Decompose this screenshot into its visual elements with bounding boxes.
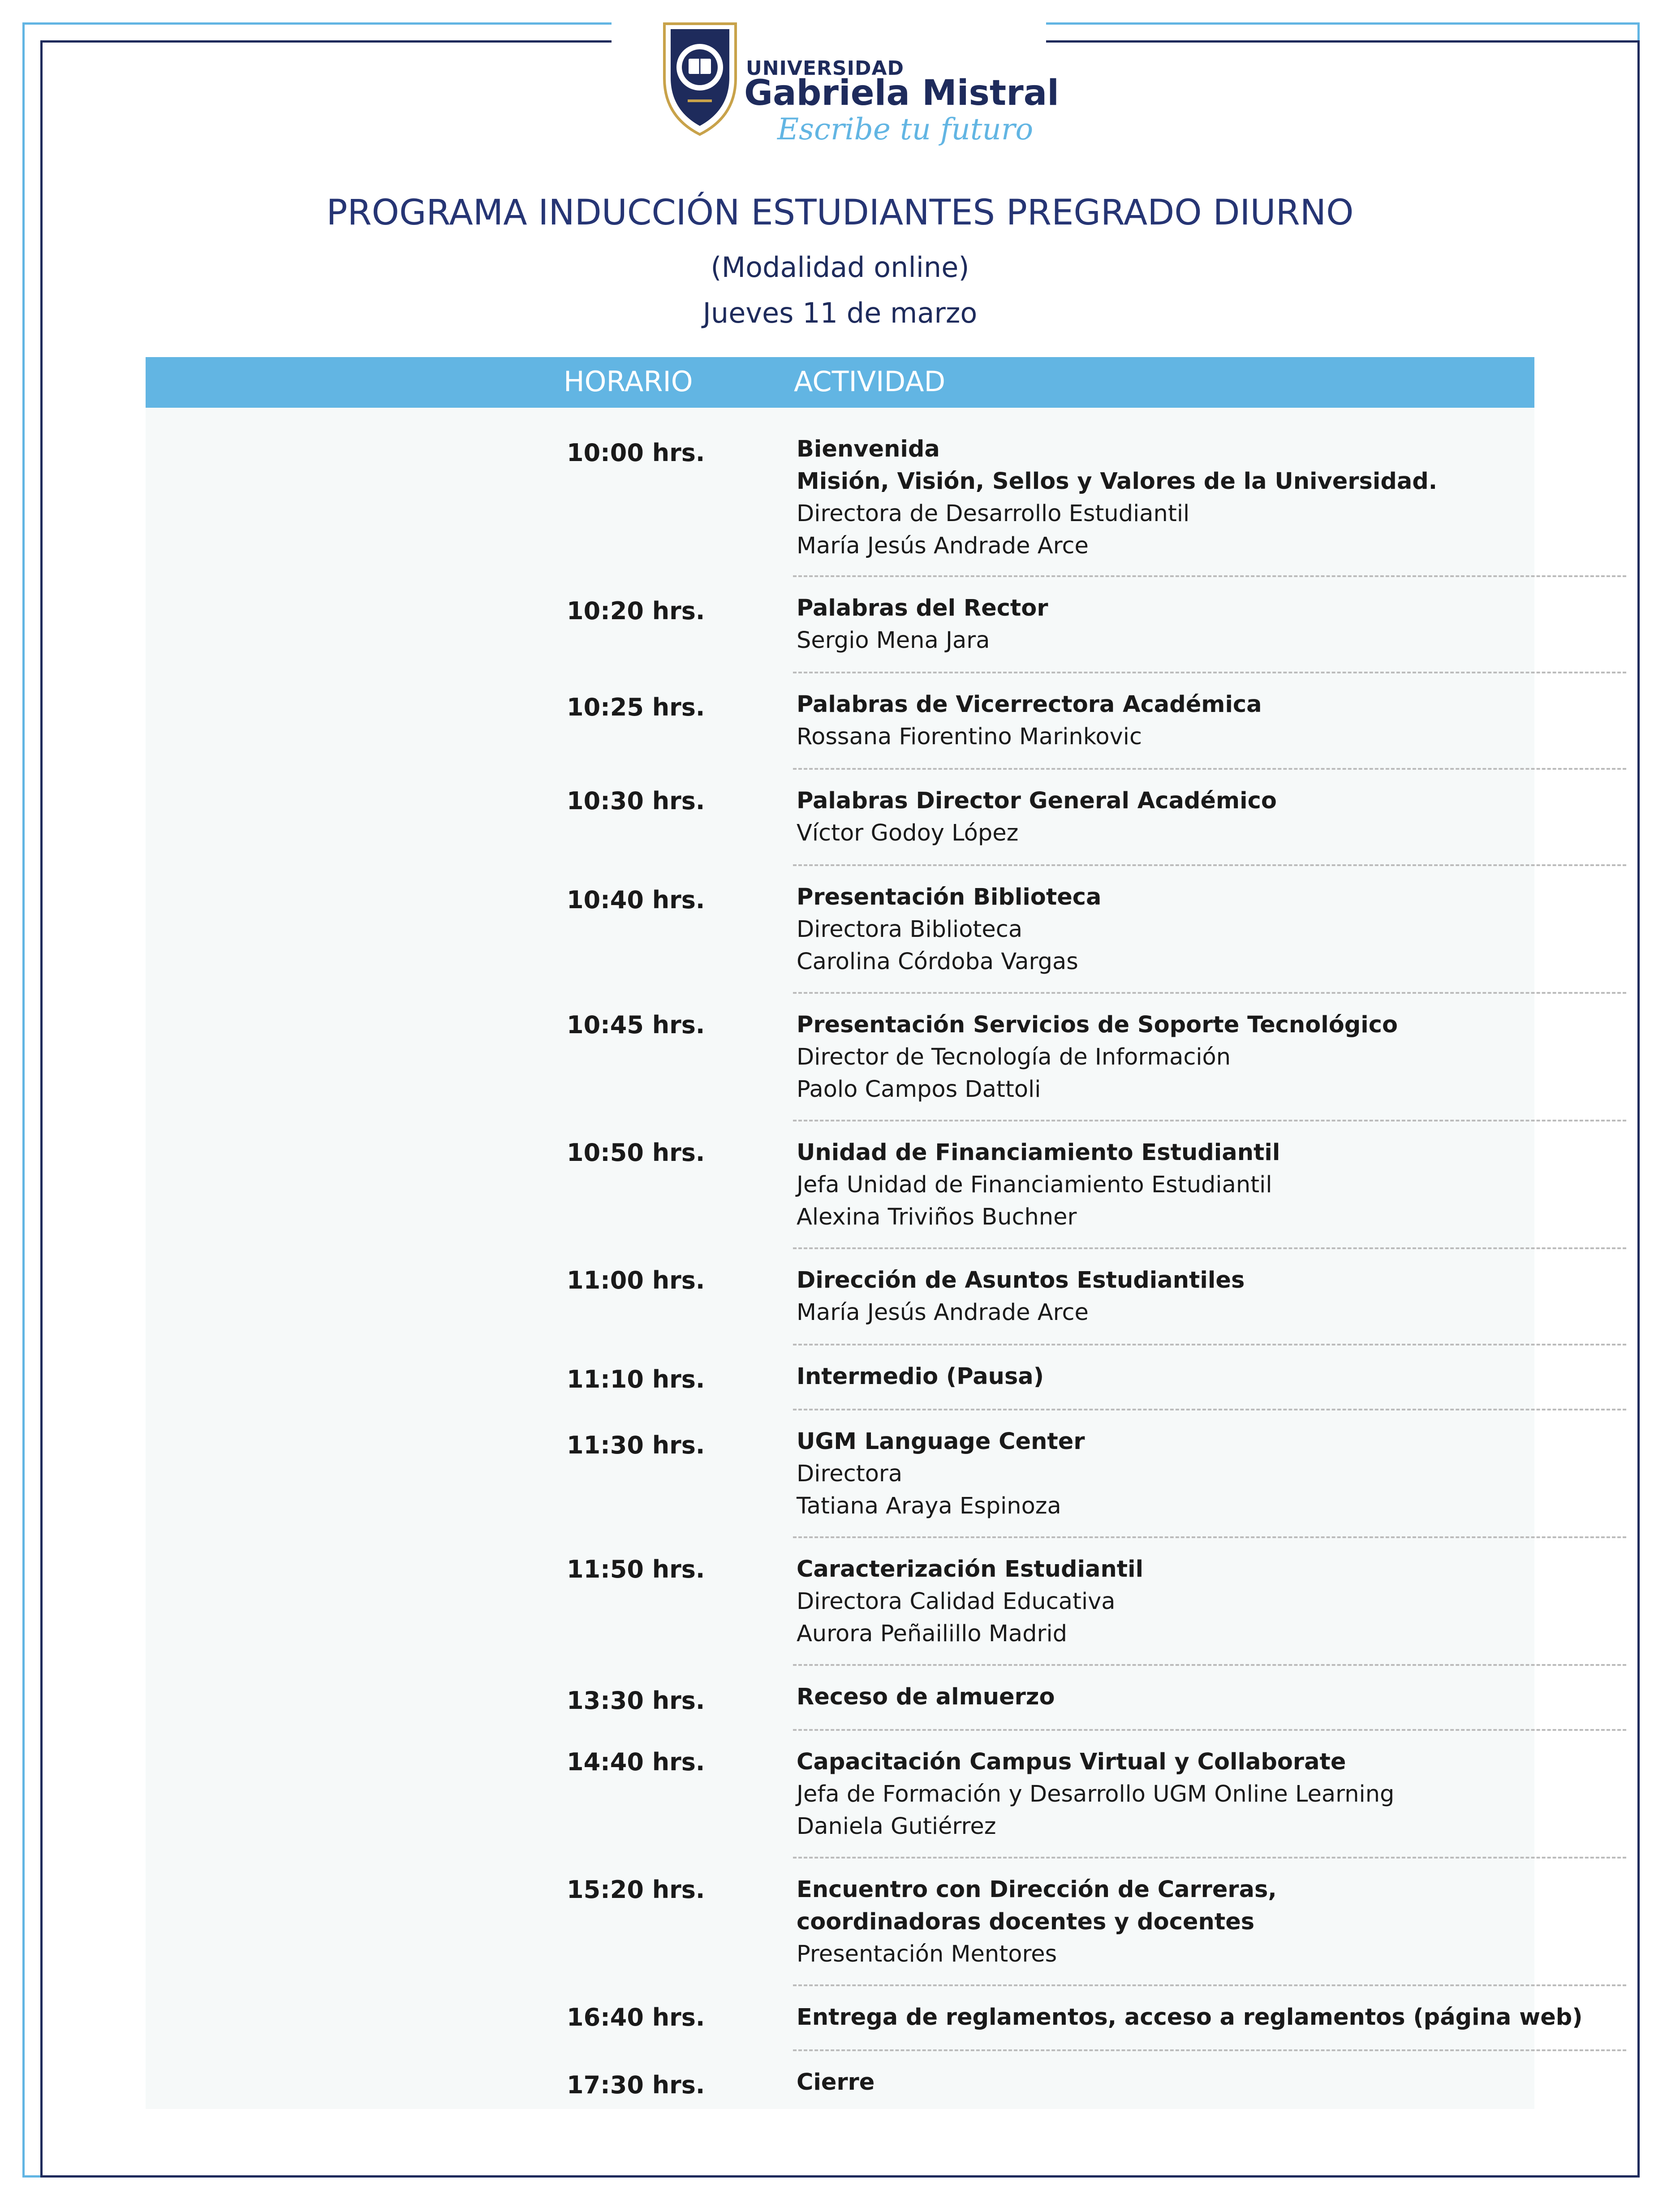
schedule-time: 16:40 hrs. (567, 2003, 705, 2031)
row-separator (793, 864, 1626, 866)
row-separator (793, 1344, 1626, 1345)
schedule-time: 15:20 hrs. (567, 1876, 705, 1904)
schedule-time: 10:00 hrs. (567, 439, 705, 467)
schedule-activity (797, 1746, 1513, 1843)
row-separator (793, 768, 1626, 770)
schedule-activity (797, 1681, 1513, 1713)
schedule-time: 10:25 hrs. (567, 693, 705, 721)
schedule-activity (797, 2066, 1513, 2099)
activity-title: Presentación Servicios de Soporte Tecnológico (797, 1012, 1398, 1038)
row-separator (793, 1409, 1626, 1410)
activity-detail: Directora de Desarrollo Estudiantil (797, 500, 1190, 527)
activity-detail: Tatiana Araya Espinoza (797, 1493, 1061, 1519)
activity-detail: Paolo Campos Dattoli (797, 1076, 1041, 1103)
activity-detail: Aurora Peñailillo Madrid (797, 1621, 1067, 1647)
activity-detail: María Jesús Andrade Arce (797, 533, 1089, 559)
row-separator (793, 2049, 1626, 2051)
activity-detail: Rossana Fiorentino Marinkovic (797, 724, 1142, 750)
activity-title: Palabras Director General Académico (797, 788, 1277, 814)
activity-detail: Director de Tecnología de Información (797, 1044, 1231, 1070)
logo-tagline: Escribe tu futuro (777, 112, 1034, 147)
page-date: Jueves 11 de marzo (702, 297, 978, 329)
schedule-activity (797, 1137, 1513, 1233)
activity-title: Palabras del Rector (797, 595, 1048, 621)
activity-title: Cierre (797, 2069, 875, 2096)
row-separator (793, 992, 1626, 994)
schedule-time: 11:50 hrs. (567, 1555, 705, 1583)
schedule-activity (797, 1553, 1513, 1650)
row-separator (793, 1120, 1626, 1121)
schedule-time: 10:30 hrs. (567, 787, 705, 815)
schedule-table (146, 357, 1583, 2109)
row-separator (793, 575, 1626, 577)
header-actividad: ACTIVIDAD (794, 365, 946, 398)
row-separator (793, 1247, 1626, 1249)
schedule-time: 17:30 hrs. (567, 2071, 705, 2099)
schedule-activity (797, 1361, 1513, 1393)
activity-title: Entrega de reglamentos, acceso a reglamentos (página web) (797, 2004, 1583, 2031)
schedule-activity (797, 1264, 1513, 1329)
schedule-time: 11:10 hrs. (567, 1365, 705, 1393)
schedule-time: 13:30 hrs. (567, 1686, 705, 1715)
schedule-table-header (146, 357, 1534, 408)
row-separator (793, 1664, 1626, 1666)
schedule-activity (797, 433, 1513, 562)
schedule-activity (797, 1874, 1513, 1971)
row-separator (793, 1729, 1626, 1731)
activity-detail: Jefa Unidad de Financiamiento Estudiantil (797, 1172, 1272, 1198)
schedule-activity (797, 689, 1513, 753)
page-subtitle: (Modalidad online) (711, 251, 969, 284)
schedule-activity (797, 2001, 1583, 2034)
university-seal-icon (661, 20, 739, 137)
row-separator (793, 1984, 1626, 1986)
activity-detail: Alexina Triviños Buchner (797, 1204, 1077, 1230)
row-separator (793, 1536, 1626, 1538)
activity-title: Presentación Biblioteca (797, 884, 1102, 910)
logo-university-name: Gabriela Mistral (744, 73, 1060, 113)
schedule-activity (797, 785, 1513, 850)
activity-detail: Sergio Mena Jara (797, 627, 990, 654)
activity-detail: Daniela Gutiérrez (797, 1813, 996, 1840)
header-horario: HORARIO (564, 365, 693, 398)
university-logo (661, 20, 1060, 147)
activity-title: coordinadoras docentes y docentes (797, 1909, 1255, 1935)
schedule-activity (797, 881, 1513, 978)
schedule-activity (797, 1009, 1513, 1106)
activity-detail: Directora Calidad Educativa (797, 1588, 1116, 1615)
page-title: PROGRAMA INDUCCIÓN ESTUDIANTES PREGRADO DIURNO (326, 193, 1354, 233)
activity-title: Unidad de Financiamiento Estudiantil (797, 1139, 1280, 1166)
schedule-time: 11:30 hrs. (567, 1431, 705, 1459)
activity-detail: Víctor Godoy López (797, 820, 1019, 846)
schedule-time: 10:40 hrs. (567, 886, 705, 914)
schedule-activity (797, 592, 1513, 657)
schedule-time: 10:50 hrs. (567, 1138, 705, 1167)
schedule-time: 14:40 hrs. (567, 1748, 705, 1776)
activity-title: Dirección de Asuntos Estudiantiles (797, 1267, 1245, 1294)
activity-title: Misión, Visión, Sellos y Valores de la Universidad. (797, 468, 1438, 495)
row-separator (793, 672, 1626, 673)
activity-title: Palabras de Vicerrectora Académica (797, 691, 1262, 718)
schedule-time: 11:00 hrs. (567, 1266, 705, 1294)
activity-title: Capacitación Campus Virtual y Collaborate (797, 1749, 1346, 1775)
activity-detail: María Jesús Andrade Arce (797, 1299, 1089, 1326)
activity-title: Caracterización Estudiantil (797, 1556, 1144, 1583)
logo-university-label: UNIVERSIDAD (746, 57, 905, 80)
activity-title: Receso de almuerzo (797, 1684, 1055, 1710)
activity-detail: Presentación Mentores (797, 1941, 1057, 1967)
schedule-activity (797, 1426, 1513, 1522)
activity-detail: Directora Biblioteca (797, 916, 1023, 943)
activity-title: UGM Language Center (797, 1428, 1085, 1455)
schedule-time: 10:20 hrs. (567, 597, 705, 625)
activity-title: Intermedio (Pausa) (797, 1363, 1044, 1390)
activity-title: Encuentro con Dirección de Carreras, (797, 1876, 1277, 1903)
activity-detail: Directora (797, 1461, 903, 1487)
activity-detail: Carolina Córdoba Vargas (797, 949, 1078, 975)
row-separator (793, 1857, 1626, 1859)
schedule-time: 10:45 hrs. (567, 1011, 705, 1039)
activity-detail: Jefa de Formación y Desarrollo UGM Online Learning (797, 1781, 1395, 1807)
activity-title: Bienvenida (797, 436, 940, 462)
